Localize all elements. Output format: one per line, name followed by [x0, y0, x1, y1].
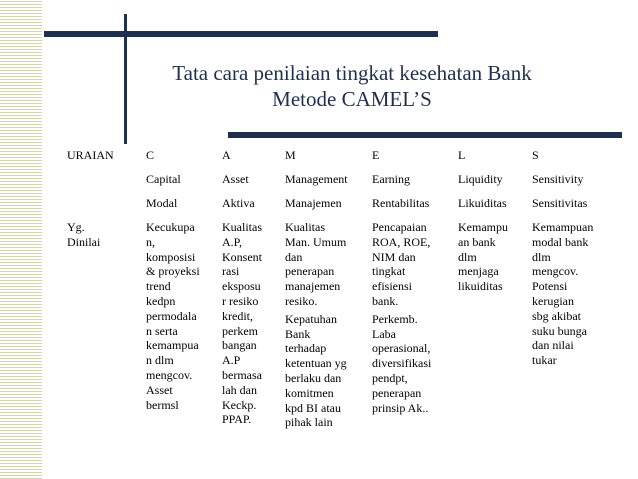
desc-management: [285, 220, 347, 430]
desc-line: dlm: [532, 249, 551, 264]
desc-line: eksposu: [222, 279, 261, 294]
desc-line: modal bank: [532, 234, 589, 249]
desc-line: A.P: [222, 353, 241, 368]
desc-line: manajemen: [285, 279, 341, 294]
header-letter-m: M: [285, 148, 296, 162]
desc-line: Kemampu: [458, 220, 508, 234]
desc-line: penerapan: [372, 385, 422, 400]
desc-line: komposisi: [146, 249, 196, 264]
english-capital: Capital: [146, 172, 181, 186]
desc-line: permodala: [146, 308, 197, 323]
desc-line: penerapan: [285, 264, 335, 279]
desc-line: trend: [146, 279, 171, 294]
header-letter-e: E: [372, 148, 380, 162]
desc-line: ketentuan yg: [285, 356, 347, 371]
top-accent-bar: [44, 31, 438, 37]
label-yg-dinilai: [67, 220, 100, 250]
desc-line: mengcov.: [532, 264, 579, 279]
label-line-1: Yg.: [67, 220, 85, 234]
desc-line: Kualitas: [222, 220, 262, 234]
desc-line: bermasa: [222, 367, 262, 382]
desc-line: lah dan: [222, 382, 257, 397]
desc-line: & proyeksi: [146, 264, 200, 279]
label-line-2: Dinilai: [67, 234, 101, 249]
desc-line: NIM dan: [372, 249, 416, 264]
desc-line: dan nilai: [532, 338, 574, 353]
desc-line: bangan: [222, 338, 257, 353]
indo-manajemen: Manajemen: [285, 196, 342, 210]
desc-line: Kemampuan: [532, 220, 594, 234]
desc-line: Pencapaian: [372, 220, 427, 234]
bottom-accent-bar: [228, 132, 622, 138]
desc-line: Kecukupa: [146, 220, 195, 234]
desc-line: Man. Umum: [285, 234, 347, 249]
desc-line: komitmen: [285, 385, 334, 400]
desc-line: dan: [285, 249, 303, 264]
desc-line: kpd BI atau: [285, 400, 341, 415]
header-letter-c: C: [146, 148, 155, 162]
desc-line: berlaku dan: [285, 370, 342, 385]
desc-line: Kualitas: [285, 220, 325, 234]
desc-line: sbg akibat: [532, 308, 581, 323]
title-line-1: Tata cara penilaian tingkat kesehatan Bank: [172, 61, 532, 85]
english-earning: Earning: [372, 172, 410, 186]
header-uraian: URAIAN: [67, 148, 114, 162]
desc-line: Keckp.: [222, 397, 257, 412]
desc-line: pendpt,: [372, 370, 408, 385]
desc-line: pihak lain: [285, 415, 333, 430]
desc-line: an bank: [458, 234, 496, 249]
decorative-stripe: [0, 0, 42, 479]
english-liquidity: Liquidity: [458, 172, 503, 186]
desc-line: ROA, ROE,: [372, 234, 431, 249]
desc-line: diversifikasi: [372, 356, 432, 371]
desc-line: kedpn: [146, 293, 176, 308]
header-letter-s: S: [532, 148, 539, 162]
desc-line: Perkemb.: [372, 311, 418, 326]
desc-line: resiko.: [285, 293, 318, 308]
desc-line: operasional,: [372, 341, 431, 356]
desc-line: bank.: [372, 293, 399, 308]
indo-rentabilitas: Rentabilitas: [372, 196, 430, 210]
desc-line: rasi: [222, 264, 240, 279]
desc-line: n dlm: [146, 353, 174, 368]
english-asset: Asset: [222, 172, 249, 186]
desc-line: n,: [146, 234, 155, 249]
desc-line: Konsent: [222, 249, 262, 264]
desc-line: efisiensi: [372, 279, 412, 294]
header-letter-a: A: [222, 148, 231, 162]
desc-line: A.P,: [222, 234, 243, 249]
indo-likuiditas: Likuiditas: [458, 196, 507, 210]
desc-line: dlm: [458, 249, 477, 264]
slide-title: [126, 60, 578, 112]
title-line-2: Metode CAMEL’S: [272, 87, 432, 111]
desc-line: kerugian: [532, 293, 574, 308]
desc-line: Laba: [372, 326, 396, 341]
desc-line: terhadap: [285, 341, 327, 356]
desc-line: menjaga: [458, 264, 499, 279]
indo-sensitivitas: Sensitivitas: [532, 196, 588, 210]
desc-asset: [222, 220, 262, 427]
desc-line: prinsip Ak..: [372, 400, 429, 415]
desc-capital: [146, 220, 200, 412]
desc-earning: [372, 220, 431, 415]
header-letter-l: L: [458, 148, 466, 162]
desc-liquidity: [458, 220, 508, 294]
desc-line: Bank: [285, 326, 311, 341]
english-sensitivity: Sensitivity: [532, 172, 584, 186]
desc-line: kredit,: [222, 308, 253, 323]
desc-line: mengcov.: [146, 367, 193, 382]
desc-line: bermsl: [146, 397, 179, 412]
desc-line: PPAP.: [222, 412, 252, 427]
desc-line: n serta: [146, 323, 178, 338]
desc-line: perkem: [222, 323, 258, 338]
desc-line: kemampua: [146, 338, 199, 353]
indo-aktiva: Aktiva: [222, 196, 255, 210]
desc-line: Asset: [146, 382, 173, 397]
desc-sensitivity: [532, 220, 593, 368]
desc-line: tingkat: [372, 264, 406, 279]
desc-line: tukar: [532, 353, 557, 368]
indo-modal: Modal: [146, 196, 178, 210]
desc-line: Potensi: [532, 279, 568, 294]
desc-line: r resiko: [222, 293, 259, 308]
desc-line: Kepatuhan: [285, 311, 337, 326]
desc-line: suku bunga: [532, 323, 587, 338]
english-management: Management: [285, 172, 348, 186]
desc-line: likuiditas: [458, 279, 503, 294]
